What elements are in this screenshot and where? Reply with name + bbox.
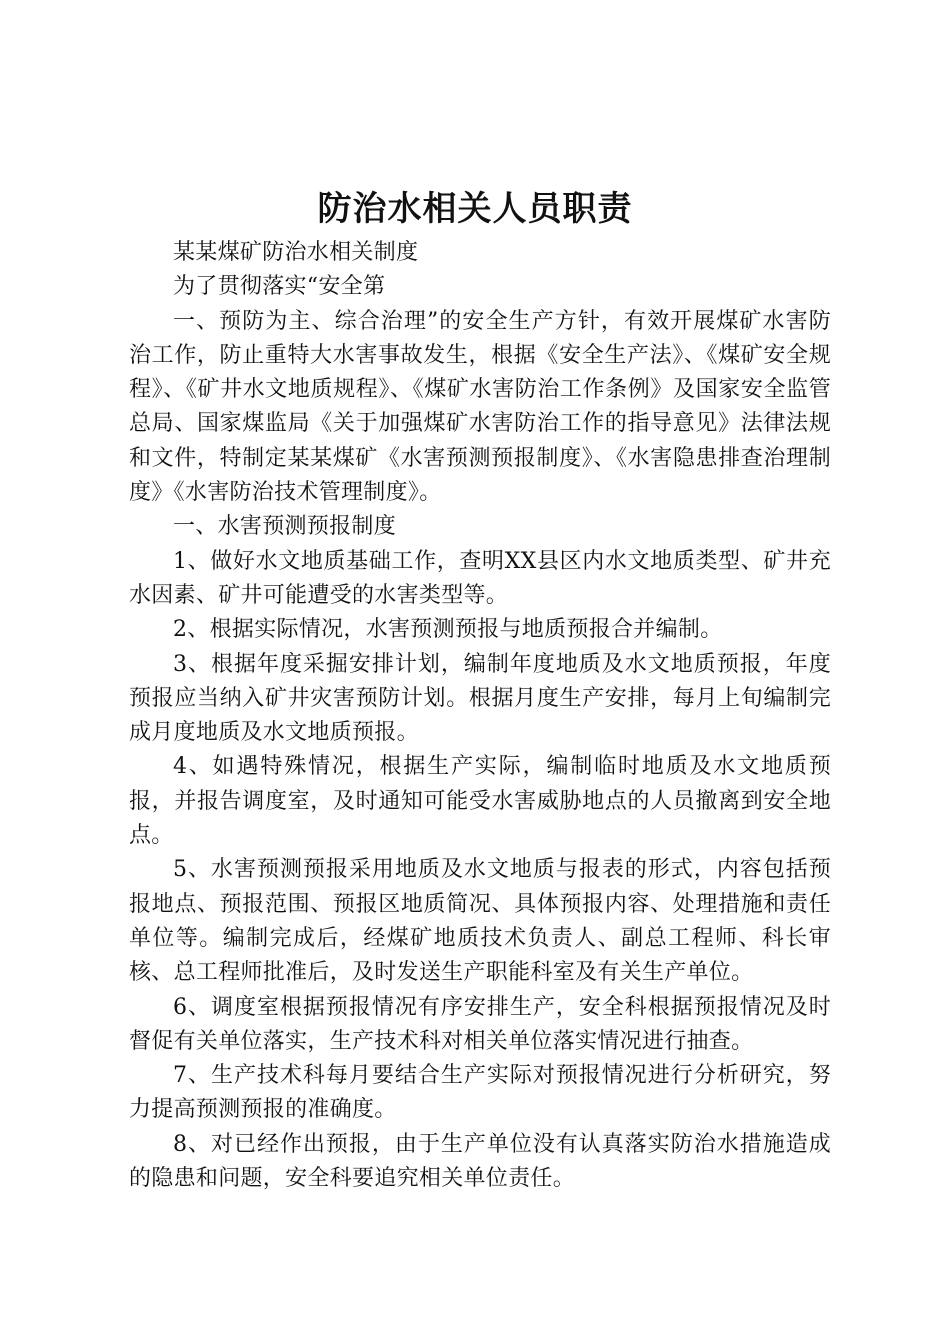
document-body (129, 236, 831, 1196)
list-item-3: 3、根据年度采掘安排计划，编制年度地质及水文地质预报，年度预报应当纳入矿井灾害预防计划。根据月度生产安排，每月上旬编制完成月度地质及水文地质预报。 (129, 651, 831, 746)
paragraph-intro: 一、预防为主、综合治理”的安全生产方针，有效开展煤矿水害防治工作，防止重特大水害事故发生，根据《安全生产法》、《煤矿安全规程》、《矿井水文地质规程》、《煤矿水害防治工作条例》及国家安全监管总局、国家煤监局《关于加强煤矿水害防治工作的指导意见》法律法规和文件，特制定某某煤矿《水害预测预报制度》、《水害隐患排查治理制度》《水害防治技术管理制度》。 (129, 308, 831, 506)
list-item-6: 6、调度室根据预报情况有序安排生产，安全科根据预报情况及时督促有关单位落实，生产技术科对相关单位落实情况进行抽查。 (129, 994, 831, 1054)
list-item-4: 4、如遇特殊情况，根据生产实际，编制临时地质及水文地质预报，并报告调度室，及时通知可能受水害威胁地点的人员撤离到安全地点。 (129, 754, 831, 849)
paragraph-subtitle: 某某煤矿防治水相关制度 (173, 240, 419, 265)
list-item-5: 5、水害预测预报采用地质及水文地质与报表的形式，内容包括预报地点、预报范围、预报区地质简况、具体预报内容、处理措施和责任单位等。编制完成后，经煤矿地质技术负责人、副总工程师、科长审核、总工程师批准后，及时发送生产职能科室及有关生产单位。 (129, 857, 831, 986)
paragraph-intro-start: 为了贯彻落实“安全第 (173, 274, 386, 300)
document-title: 防治水相关人员职责 (317, 189, 633, 229)
list-item-8: 8、对已经作出预报，由于生产单位没有认真落实防治水措施造成的隐患和问题，安全科要追究相关单位责任。 (129, 1131, 831, 1192)
list-item-7: 7、生产技术科每月要结合生产实际对预报情况进行分析研究，努力提高预测预报的准确度。 (129, 1063, 831, 1123)
list-item-2: 2、根据实际情况，水害预测预报与地质预报合并编制。 (173, 617, 723, 643)
list-item-1: 1、做好水文地质基础工作，查明XX县区内水文地质类型、矿井充水因素、矿井可能遭受的水害类型等。 (129, 548, 831, 608)
section-heading: 一、水害预测预报制度 (173, 514, 397, 540)
